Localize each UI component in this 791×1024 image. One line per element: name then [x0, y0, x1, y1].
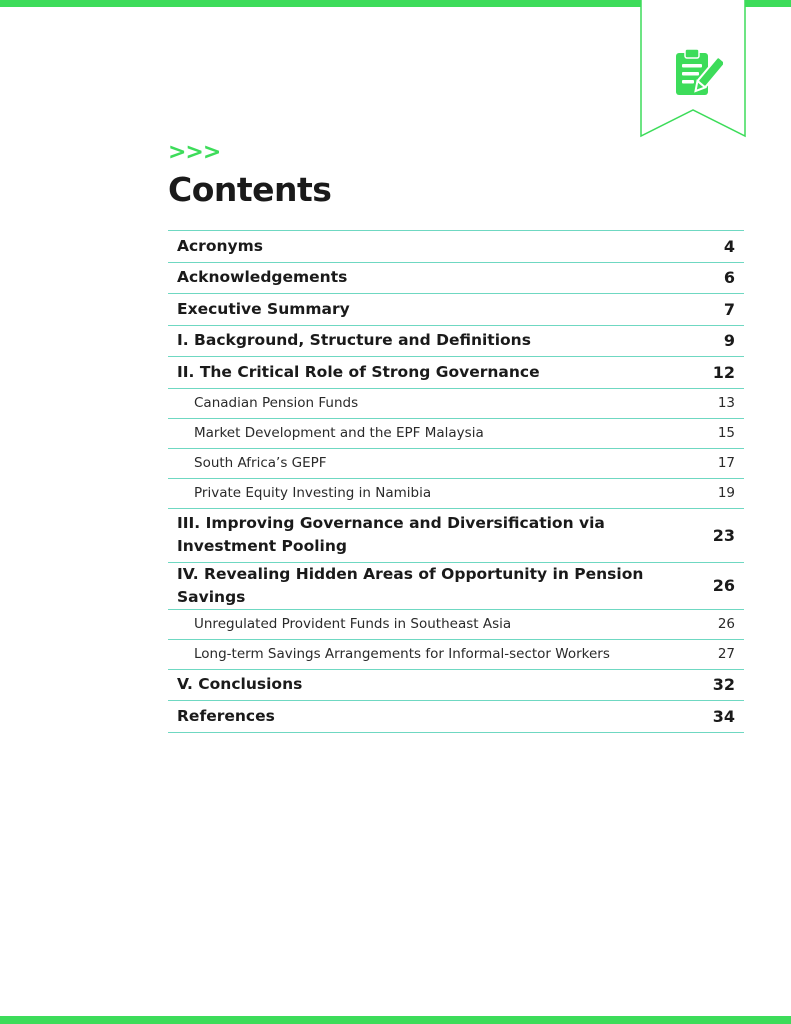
toc-entry[interactable]	[168, 326, 744, 358]
toc-page-number: 32	[712, 675, 735, 695]
toc-entry[interactable]	[168, 357, 744, 389]
toc-entry-title: V. Conclusions	[177, 675, 303, 694]
toc-page-number: 26	[712, 576, 735, 595]
toc-page-number: 34	[712, 706, 735, 726]
toc-subentry[interactable]	[168, 610, 744, 640]
toc-page-number: 15	[717, 425, 735, 441]
toc-subentry[interactable]	[168, 389, 744, 419]
toc-entry[interactable]	[168, 509, 744, 563]
toc-entry-title: Unregulated Provident Funds in Southeast Asia	[194, 616, 512, 632]
toc-page-number: 19	[717, 485, 735, 501]
toc-subentry[interactable]	[168, 640, 744, 670]
toc-entry[interactable]	[168, 231, 744, 263]
heading-chevrons: >>>	[168, 140, 221, 165]
toc-entry-title: III. Improving Governance and Diversification via Investment Pooling	[177, 514, 605, 555]
page-title: Contents	[168, 170, 332, 209]
bottom-accent-bar	[0, 1016, 791, 1024]
toc-entry-title: Acronyms	[177, 236, 263, 255]
toc-subentry[interactable]	[168, 419, 744, 449]
toc-entry-title: II. The Critical Role of Strong Governance	[177, 362, 540, 381]
toc-entry-title: IV. Revealing Hidden Areas of Opportunity in Pension Savings	[177, 564, 644, 606]
clipboard-pencil-icon	[673, 47, 723, 97]
toc-subentry[interactable]	[168, 449, 744, 479]
toc-page-number: 27	[717, 646, 735, 662]
toc-page-number: 26	[717, 616, 735, 632]
toc-entry[interactable]	[168, 263, 744, 295]
toc-entry[interactable]	[168, 670, 744, 702]
toc-entry-title: Acknowledgements	[177, 268, 348, 287]
toc-entry[interactable]	[168, 563, 744, 610]
table-of-contents	[168, 230, 744, 733]
toc-page-number: 12	[712, 362, 735, 382]
toc-entry[interactable]	[168, 701, 744, 733]
toc-page-number: 9	[723, 331, 735, 351]
toc-page-number: 4	[723, 236, 735, 256]
toc-entry-title: Long-term Savings Arrangements for Informal-sector Workers	[194, 646, 610, 662]
toc-page-number: 7	[723, 299, 735, 319]
toc-entry-title: Market Development and the EPF Malaysia	[194, 425, 484, 441]
toc-page-number: 13	[717, 395, 735, 411]
toc-page-number: 17	[717, 455, 735, 471]
toc-page-number: 6	[723, 268, 735, 288]
toc-entry-title: I. Background, Structure and Definitions	[177, 331, 531, 350]
toc-entry-title: Canadian Pension Funds	[194, 395, 359, 411]
toc-page-number: 23	[712, 525, 735, 545]
toc-entry-title: South Africa’s GEPF	[194, 455, 327, 471]
toc-entry-title: Private Equity Investing in Namibia	[194, 485, 432, 501]
toc-entry-title: Executive Summary	[177, 299, 350, 318]
toc-entry[interactable]	[168, 294, 744, 326]
toc-entry-title: References	[177, 706, 275, 725]
toc-subentry[interactable]	[168, 479, 744, 509]
